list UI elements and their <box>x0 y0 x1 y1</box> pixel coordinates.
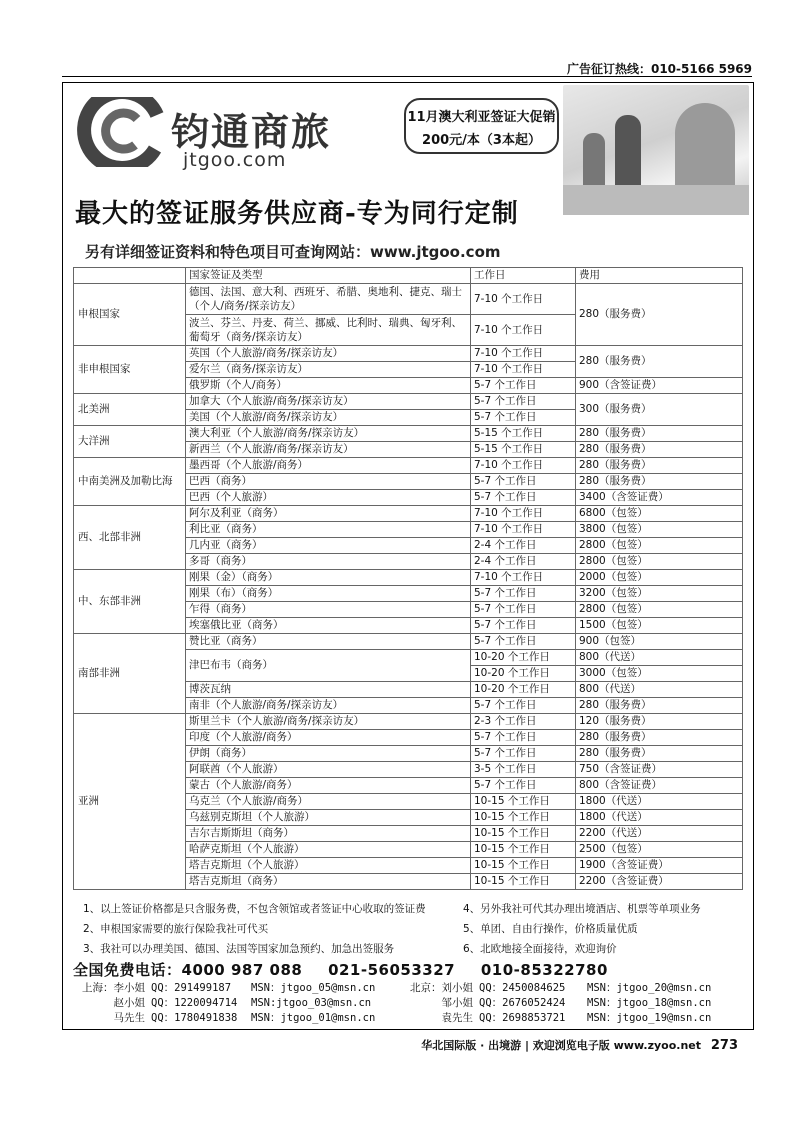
type-cell: 波兰、芬兰、丹麦、荷兰、挪威、比利时、瑞典、匈牙利、葡萄牙（商务/探亲访友） <box>186 315 471 346</box>
days-cell: 10-15 个工作日 <box>471 810 576 826</box>
table-row <box>74 284 743 315</box>
fee-cell: 3400（含签证费） <box>576 490 743 506</box>
type-cell: 刚果（金）（商务） <box>186 570 471 586</box>
note-item: 1、以上签证价格都是只含服务费，不包含领馆或者签证中心收取的签证费 <box>83 903 426 915</box>
contact-qq: QQ：1780491838 <box>151 1012 238 1024</box>
type-cell: 多哥（商务） <box>186 554 471 570</box>
days-cell: 7-10 个工作日 <box>471 506 576 522</box>
type-cell: 利比亚（商务） <box>186 522 471 538</box>
type-cell: 美国（个人旅游/商务/探亲访友） <box>186 410 471 426</box>
type-cell: 博茨瓦纳 <box>186 682 471 698</box>
fee-cell: 2200（代送） <box>576 826 743 842</box>
table-row <box>74 394 743 410</box>
days-cell: 5-7 个工作日 <box>471 634 576 650</box>
days-cell: 10-15 个工作日 <box>471 826 576 842</box>
days-cell: 5-7 个工作日 <box>471 602 576 618</box>
fee-cell: 280（服务费） <box>576 458 743 474</box>
contact-name: 赵小姐 <box>113 997 145 1009</box>
note-item: 3、我社可以办理美国、德国、法国等国家加急预约、加急出签服务 <box>83 943 395 955</box>
top-rule <box>62 76 752 77</box>
days-cell: 10-15 个工作日 <box>471 874 576 890</box>
days-cell: 5-7 个工作日 <box>471 586 576 602</box>
fee-cell: 2800（包签） <box>576 602 743 618</box>
contact-msn: MSN：jtgoo_01@msn.cn <box>251 1012 376 1024</box>
page-footer <box>421 1037 738 1053</box>
days-cell: 10-15 个工作日 <box>471 842 576 858</box>
days-cell: 2-4 个工作日 <box>471 538 576 554</box>
promo-badge <box>404 98 559 154</box>
fee-cell: 2800（包签） <box>576 538 743 554</box>
region-cell: 中、东部非洲 <box>74 570 186 634</box>
type-cell: 刚果（布）（商务） <box>186 586 471 602</box>
fee-cell: 750（含签证费） <box>576 762 743 778</box>
type-cell: 巴西（个人旅游） <box>186 490 471 506</box>
region-cell: 西、北部非洲 <box>74 506 186 570</box>
days-cell: 5-15 个工作日 <box>471 426 576 442</box>
shanghai-phone: 021-56053327 <box>328 961 456 979</box>
days-cell: 5-7 个工作日 <box>471 730 576 746</box>
contact-msn: MSN:jtgoo_03@msn.cn <box>251 997 372 1009</box>
page-number: 273 <box>710 1038 738 1053</box>
fee-cell: 280（服务费） <box>576 730 743 746</box>
fee-cell: 280（服务费） <box>576 426 743 442</box>
days-cell: 2-4 个工作日 <box>471 554 576 570</box>
type-cell: 印度（个人旅游/商务） <box>186 730 471 746</box>
contact-msn: MSN：jtgoo_19@msn.cn <box>587 1012 712 1024</box>
contact-name: 马先生 <box>113 1012 145 1024</box>
type-cell: 蒙古（个人旅游/商务） <box>186 778 471 794</box>
notes-row <box>83 939 733 959</box>
type-cell: 加拿大（个人旅游/商务/探亲访友） <box>186 394 471 410</box>
days-cell: 7-10 个工作日 <box>471 362 576 378</box>
type-cell: 乍得（商务） <box>186 602 471 618</box>
days-cell: 5-7 个工作日 <box>471 410 576 426</box>
type-cell: 斯里兰卡（个人旅游/商务/探亲访友） <box>186 714 471 730</box>
phone-line <box>73 959 628 980</box>
fee-cell: 2500（包签） <box>576 842 743 858</box>
table-row <box>74 570 743 586</box>
contact-qq: QQ：2676052424 <box>479 997 566 1009</box>
type-cell: 几内亚（商务） <box>186 538 471 554</box>
business-people-photo <box>563 85 749 215</box>
visa-price-table <box>73 267 743 890</box>
type-cell: 塔吉克斯坦（个人旅游） <box>186 858 471 874</box>
brand-name: 钧通商旅 <box>171 109 332 154</box>
days-cell: 5-7 个工作日 <box>471 618 576 634</box>
note-item: 4、另外我社可代其办理出境酒店、机票等单项业务 <box>463 903 701 915</box>
fee-cell: 1900（含签证费） <box>576 858 743 874</box>
fee-cell: 280（服务费） <box>576 346 743 378</box>
fee-cell: 280（服务费） <box>576 698 743 714</box>
type-cell: 吉尔吉斯斯坦（商务） <box>186 826 471 842</box>
days-cell: 7-10 个工作日 <box>471 284 576 315</box>
ad-hotline: 广告征订热线：010-5166 5969 <box>566 62 752 76</box>
days-cell: 7-10 个工作日 <box>471 522 576 538</box>
table-row <box>74 634 743 650</box>
region-cell: 南部非洲 <box>74 634 186 714</box>
contact-name: 上海：李小姐 <box>82 982 145 994</box>
header-type: 国家签证及类型 <box>186 268 471 284</box>
days-cell: 10-20 个工作日 <box>471 682 576 698</box>
contact-row <box>73 996 727 1011</box>
days-cell: 10-15 个工作日 <box>471 858 576 874</box>
days-cell: 2-3 个工作日 <box>471 714 576 730</box>
type-cell: 德国、法国、意大利、西班牙、希腊、奥地利、捷克、瑞士（个人/商务/探亲访友） <box>186 284 471 315</box>
type-cell: 乌克兰（个人旅游/商务） <box>186 794 471 810</box>
brand-logo-icon <box>77 97 167 167</box>
region-cell: 非申根国家 <box>74 346 186 394</box>
type-cell: 南非（个人旅游/商务/探亲访友） <box>186 698 471 714</box>
days-cell: 5-7 个工作日 <box>471 698 576 714</box>
fee-cell: 900（含签证费） <box>576 378 743 394</box>
contact-msn: MSN：jtgoo_20@msn.cn <box>587 982 712 994</box>
days-cell: 5-7 个工作日 <box>471 394 576 410</box>
promo-line-2: 200元/本（3本起） <box>422 133 541 148</box>
contact-qq: QQ：2450084625 <box>479 982 566 994</box>
fee-cell: 300（服务费） <box>576 394 743 426</box>
contact-row <box>73 981 727 996</box>
table-header-row <box>74 268 743 284</box>
type-cell: 乌兹别克斯坦（个人旅游） <box>186 810 471 826</box>
days-cell: 3-5 个工作日 <box>471 762 576 778</box>
notes-row <box>83 899 733 919</box>
fee-cell: 280（服务费） <box>576 442 743 458</box>
days-cell: 7-10 个工作日 <box>471 315 576 346</box>
contact-name: 北京：刘小姐 <box>410 982 473 994</box>
fee-cell: 800（代送） <box>576 650 743 666</box>
contact-qq: QQ：1220094714 <box>151 997 238 1009</box>
days-cell: 5-7 个工作日 <box>471 474 576 490</box>
ad-frame <box>62 82 754 1030</box>
type-cell: 埃塞俄比亚（商务） <box>186 618 471 634</box>
region-cell: 亚洲 <box>74 714 186 890</box>
notes-row <box>83 919 733 939</box>
type-cell: 哈萨克斯坦（个人旅游） <box>186 842 471 858</box>
days-cell: 7-10 个工作日 <box>471 570 576 586</box>
header-fee: 费用 <box>576 268 743 284</box>
region-cell: 大洋洲 <box>74 426 186 458</box>
type-cell: 俄罗斯（个人/商务） <box>186 378 471 394</box>
contact-qq: QQ：291499187 <box>151 982 232 994</box>
days-cell: 5-7 个工作日 <box>471 746 576 762</box>
type-cell: 英国（个人旅游/商务/探亲访友） <box>186 346 471 362</box>
fee-cell: 3800（包签） <box>576 522 743 538</box>
type-cell: 伊朗（商务） <box>186 746 471 762</box>
fee-cell: 280（服务费） <box>576 284 743 346</box>
type-cell: 爱尔兰（商务/探亲访友） <box>186 362 471 378</box>
fee-cell: 2200（含签证费） <box>576 874 743 890</box>
days-cell: 10-20 个工作日 <box>471 650 576 666</box>
contact-msn: MSN：jtgoo_05@msn.cn <box>251 982 376 994</box>
notes-block <box>83 899 733 959</box>
fee-cell: 900（包签） <box>576 634 743 650</box>
fee-cell: 2000（包签） <box>576 570 743 586</box>
type-cell: 澳大利亚（个人旅游/商务/探亲访友） <box>186 426 471 442</box>
slogan: 最大的签证服务供应商-专为同行定制 <box>75 199 519 229</box>
fee-cell: 800（代送） <box>576 682 743 698</box>
region-cell: 申根国家 <box>74 284 186 346</box>
type-cell: 赞比亚（商务） <box>186 634 471 650</box>
header-days: 工作日 <box>471 268 576 284</box>
days-cell: 5-7 个工作日 <box>471 378 576 394</box>
type-cell: 巴西（商务） <box>186 474 471 490</box>
type-cell: 阿尔及利亚（商务） <box>186 506 471 522</box>
days-cell: 5-7 个工作日 <box>471 778 576 794</box>
contact-name: 袁先生 <box>441 1012 473 1024</box>
note-item: 2、申根国家需要的旅行保险我社可代买 <box>83 923 269 935</box>
brand-domain: jtgoo.com <box>183 149 287 171</box>
days-cell: 7-10 个工作日 <box>471 346 576 362</box>
fee-cell: 3200（包签） <box>576 586 743 602</box>
toll-free-phone: 全国免费电话：4000 987 088 <box>73 961 303 979</box>
contact-qq: QQ：2698853721 <box>479 1012 566 1024</box>
fee-cell: 800（含签证费） <box>576 778 743 794</box>
contact-name: 邹小姐 <box>441 997 473 1009</box>
table-row <box>74 714 743 730</box>
contact-msn: MSN：jtgoo_18@msn.cn <box>587 997 712 1009</box>
fee-cell: 280（服务费） <box>576 746 743 762</box>
contacts-block <box>73 981 727 1026</box>
contact-row <box>73 1011 727 1026</box>
days-cell: 5-15 个工作日 <box>471 442 576 458</box>
fee-cell: 1800（代送） <box>576 794 743 810</box>
fee-cell: 280（服务费） <box>576 474 743 490</box>
promo-line-1: 11月澳大利亚签证大促销 <box>407 110 556 125</box>
days-cell: 7-10 个工作日 <box>471 458 576 474</box>
beijing-phone: 010-85322780 <box>480 961 608 979</box>
type-cell: 津巴布韦（商务） <box>186 650 471 682</box>
region-cell: 中南美洲及加勒比海 <box>74 458 186 506</box>
note-item: 5、单团、自由行操作，价格质量优质 <box>463 923 638 935</box>
days-cell: 10-20 个工作日 <box>471 666 576 682</box>
fee-cell: 3000（包签） <box>576 666 743 682</box>
note-item: 6、北欧地接全面接待，欢迎询价 <box>463 943 617 955</box>
type-cell: 新西兰（个人旅游/商务/探亲访友） <box>186 442 471 458</box>
footer-text: 华北国际版 · 出境游 | 欢迎浏览电子版 www.zyoo.net <box>421 1039 702 1052</box>
days-cell: 10-15 个工作日 <box>471 794 576 810</box>
fee-cell: 120（服务费） <box>576 714 743 730</box>
region-cell: 北美洲 <box>74 394 186 426</box>
table-row <box>74 506 743 522</box>
header-region <box>74 268 186 284</box>
fee-cell: 1500（包签） <box>576 618 743 634</box>
website-line: 另有详细签证资料和特色项目可查询网站：www.jtgoo.com <box>85 243 501 261</box>
fee-cell: 2800（包签） <box>576 554 743 570</box>
table-row <box>74 346 743 362</box>
table-row <box>74 458 743 474</box>
type-cell: 塔吉克斯坦（商务） <box>186 874 471 890</box>
days-cell: 5-7 个工作日 <box>471 490 576 506</box>
fee-cell: 6800（包签） <box>576 506 743 522</box>
table-row <box>74 426 743 442</box>
type-cell: 阿联酋（个人旅游） <box>186 762 471 778</box>
type-cell: 墨西哥（个人旅游/商务） <box>186 458 471 474</box>
fee-cell: 1800（代送） <box>576 810 743 826</box>
